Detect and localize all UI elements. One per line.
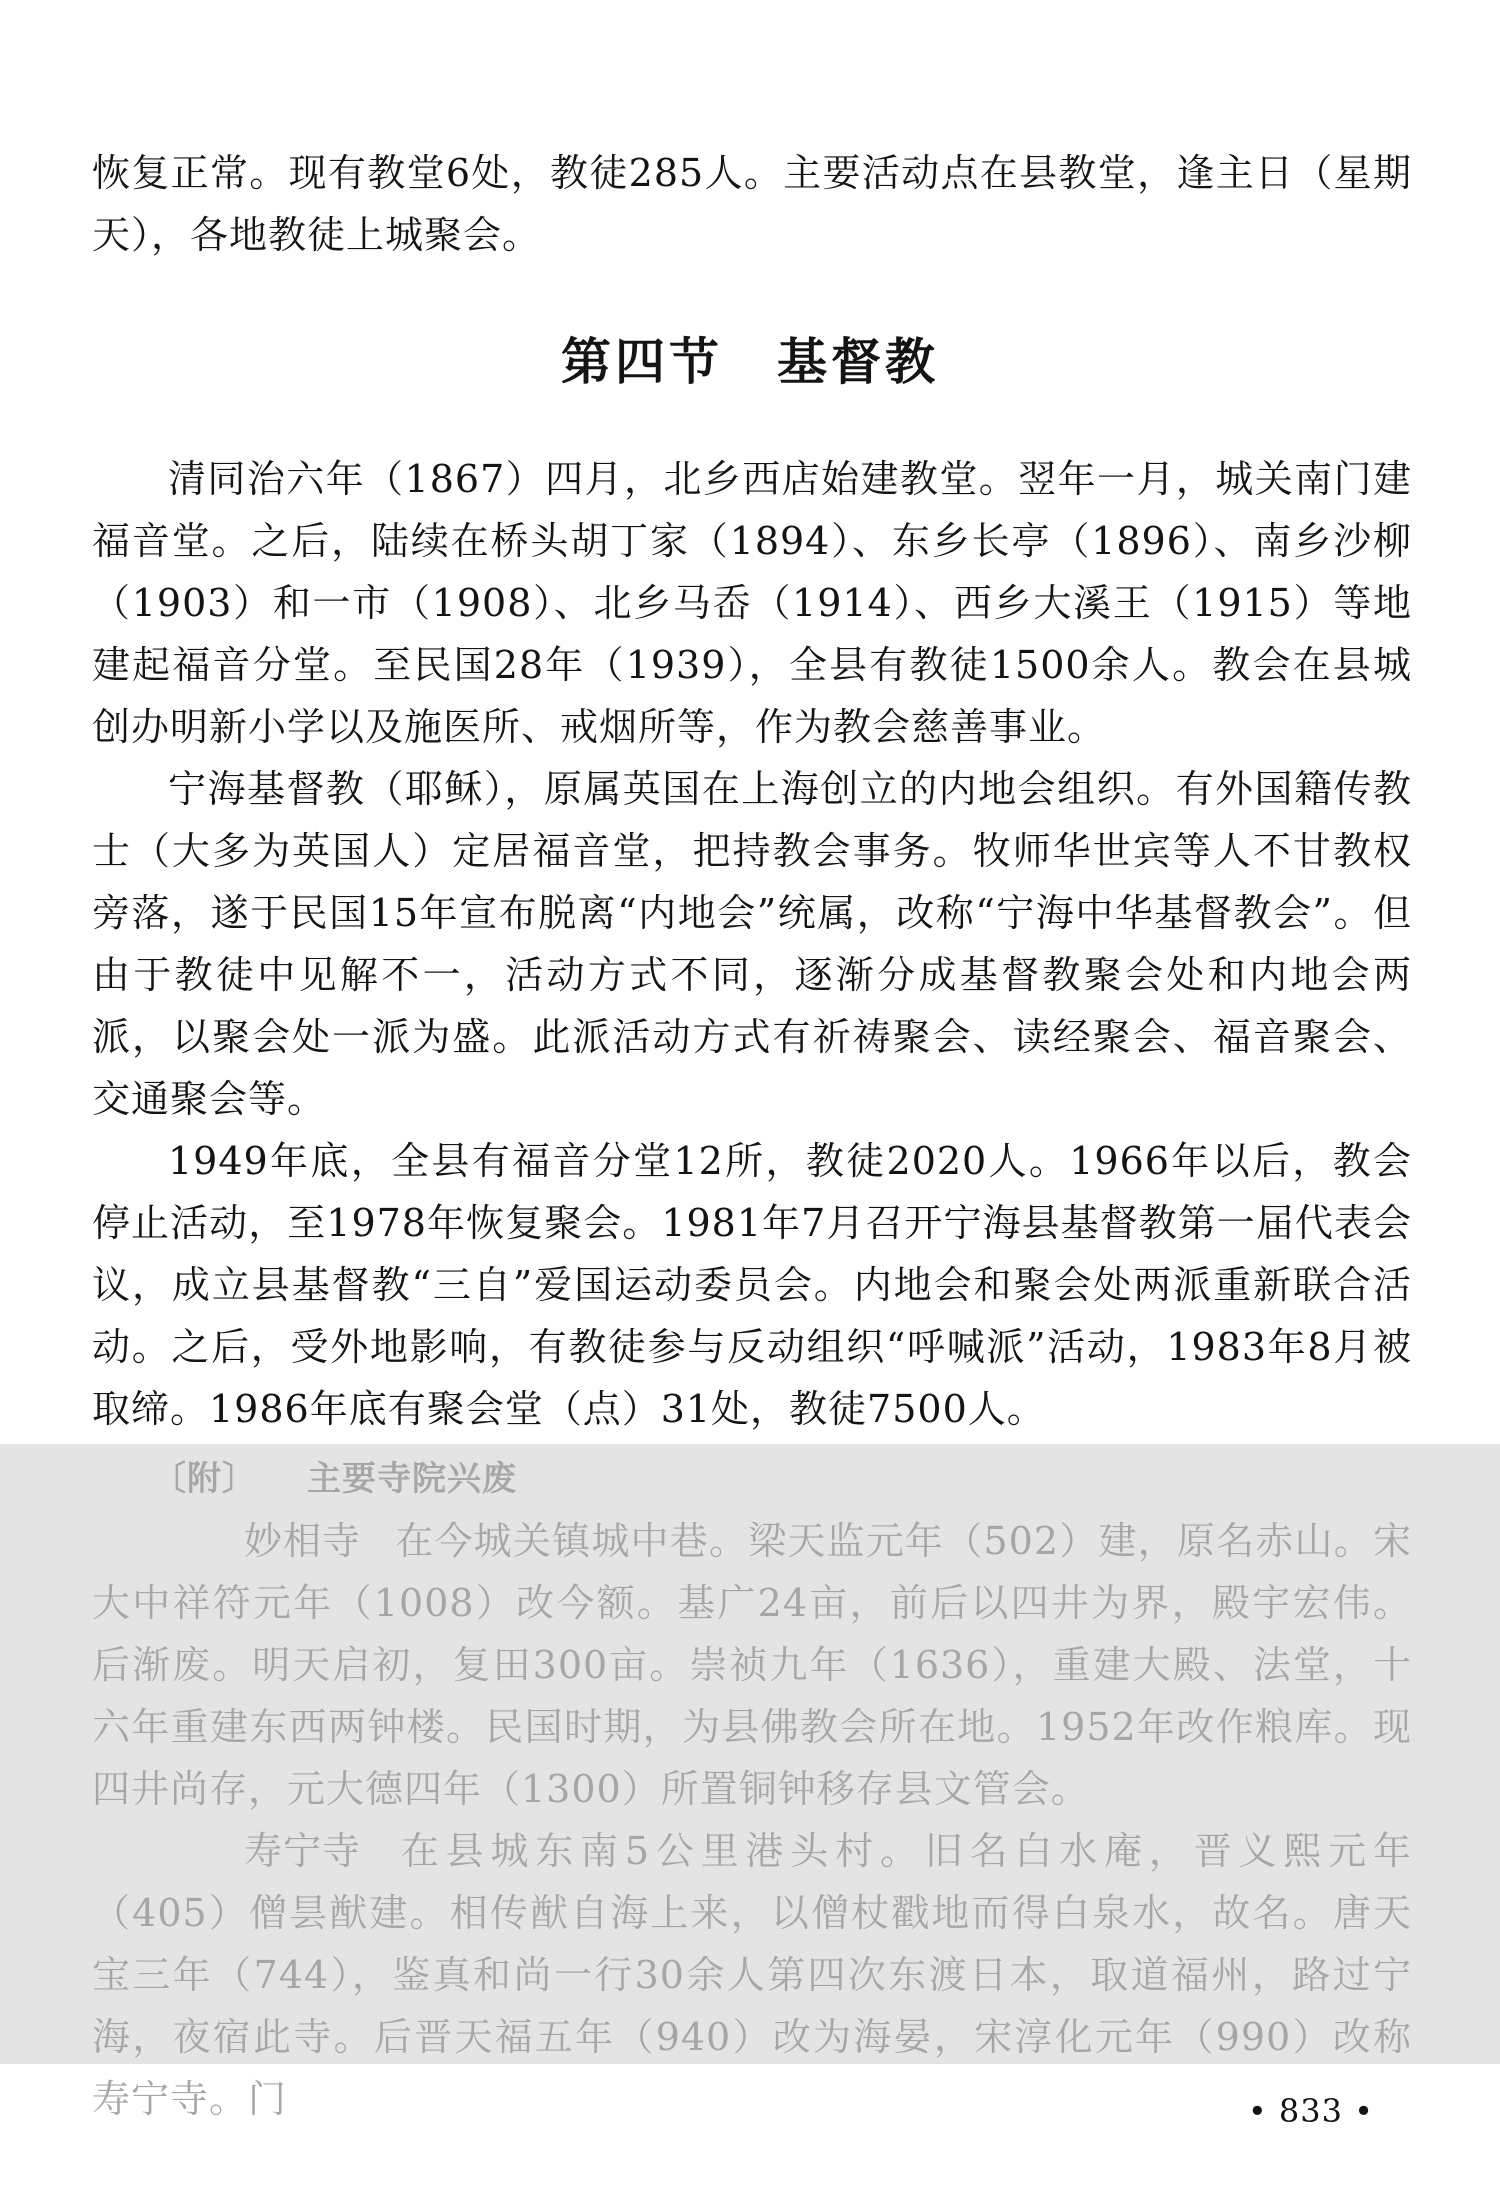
appendix-entry-term: 寿宁寺 [244, 1829, 362, 1873]
body-paragraph: 清同治六年（1867）四月，北乡西店始建教堂。翌年一月，城关南门建福音堂。之后，陆续在桥头胡丁家（1894）、东乡长亭（1896）、南乡沙柳（1903）和一市（1908）、北乡马岙（1914）、西乡大溪王（1915）等地建起福音分堂。至民国28年（1939），全县有教徒1500余人。教会在县城创办明新小学以及施医所、戒烟所等，作为教会慈善事业。 [92, 457, 1412, 749]
intro-paragraph: 恢复正常。现有教堂6处，教徒285人。主要活动点在县教堂，逢主日（星期天），各地教徒上城聚会。 [92, 151, 1412, 257]
appendix-heading [92, 1448, 1412, 1510]
appendix-title: 主要寺院兴废 [307, 1459, 517, 1499]
intro-continuation [92, 142, 1412, 266]
appendix-entry-term: 妙相寺 [244, 1519, 362, 1563]
section-title: 第四节 基督教 [561, 333, 939, 391]
appendix-entry-text: 在今城关镇城中巷。梁天监元年（502）建，原名赤山。宋大中祥符元年（1008）改今额。基广24亩，前后以四井为界，殿宇宏伟。后渐废。明天启初，复田300亩。崇祯九年（1636），重建大殿、法堂，十六年重建东西两钟楼。民国时期，为县佛教会所在地。1952年改作粮库。现四井尚存，元大德四年（1300）所置铜钟移存县文管会。 [92, 1519, 1412, 1811]
body-paragraph: 宁海基督教（耶稣），原属英国在上海创立的内地会组织。有外国籍传教士（大多为英国人）定居福音堂，把持教会事务。牧师华世宾等人不甘教权旁落，遂于民国15年宣布脱离“内地会”统属，改称“宁海中华基督教会”。但由于教徒中见解不一，活动方式不同，逐渐分成基督教聚会处和内地会两派，以聚会处一派为盛。此派活动方式有祈祷聚会、读经聚会、福音聚会、交通聚会等。 [92, 767, 1412, 1121]
section-body [92, 448, 1412, 1440]
appendix-section [92, 1448, 1412, 2130]
appendix-label: 〔附〕 [152, 1459, 257, 1499]
body-paragraph: 1949年底，全县有福音分堂12所，教徒2020人。1966年以后，教会停止活动，至1978年恢复聚会。1981年7月召开宁海县基督教第一届代表会议，成立县基督教“三自”爱国运动委员会。内地会和聚会处两派重新联合活动。之后，受外地影响，有教徒参与反动组织“呼喊派”活动，1983年8月被取缔。1986年底有聚会堂（点）31处，教徒7500人。 [92, 1139, 1412, 1431]
appendix-entry-text: 在县城东南5公里港头村。旧名白水庵，晋义熙元年（405）僧昙猷建。相传猷自海上来，以僧杖戳地而得白泉水，故名。唐天宝三年（744），鉴真和尚一行30余人第四次东渡日本，取道福州，路过宁海，夜宿此寺。后晋天福五年（940）改为海晏，宋淳化元年（990）改称寿宁寺。门 [92, 1829, 1412, 2121]
page-number: • 833 • [1247, 2092, 1374, 2130]
appendix-entry [92, 1510, 1412, 1820]
appendix-entry [92, 1820, 1412, 2130]
